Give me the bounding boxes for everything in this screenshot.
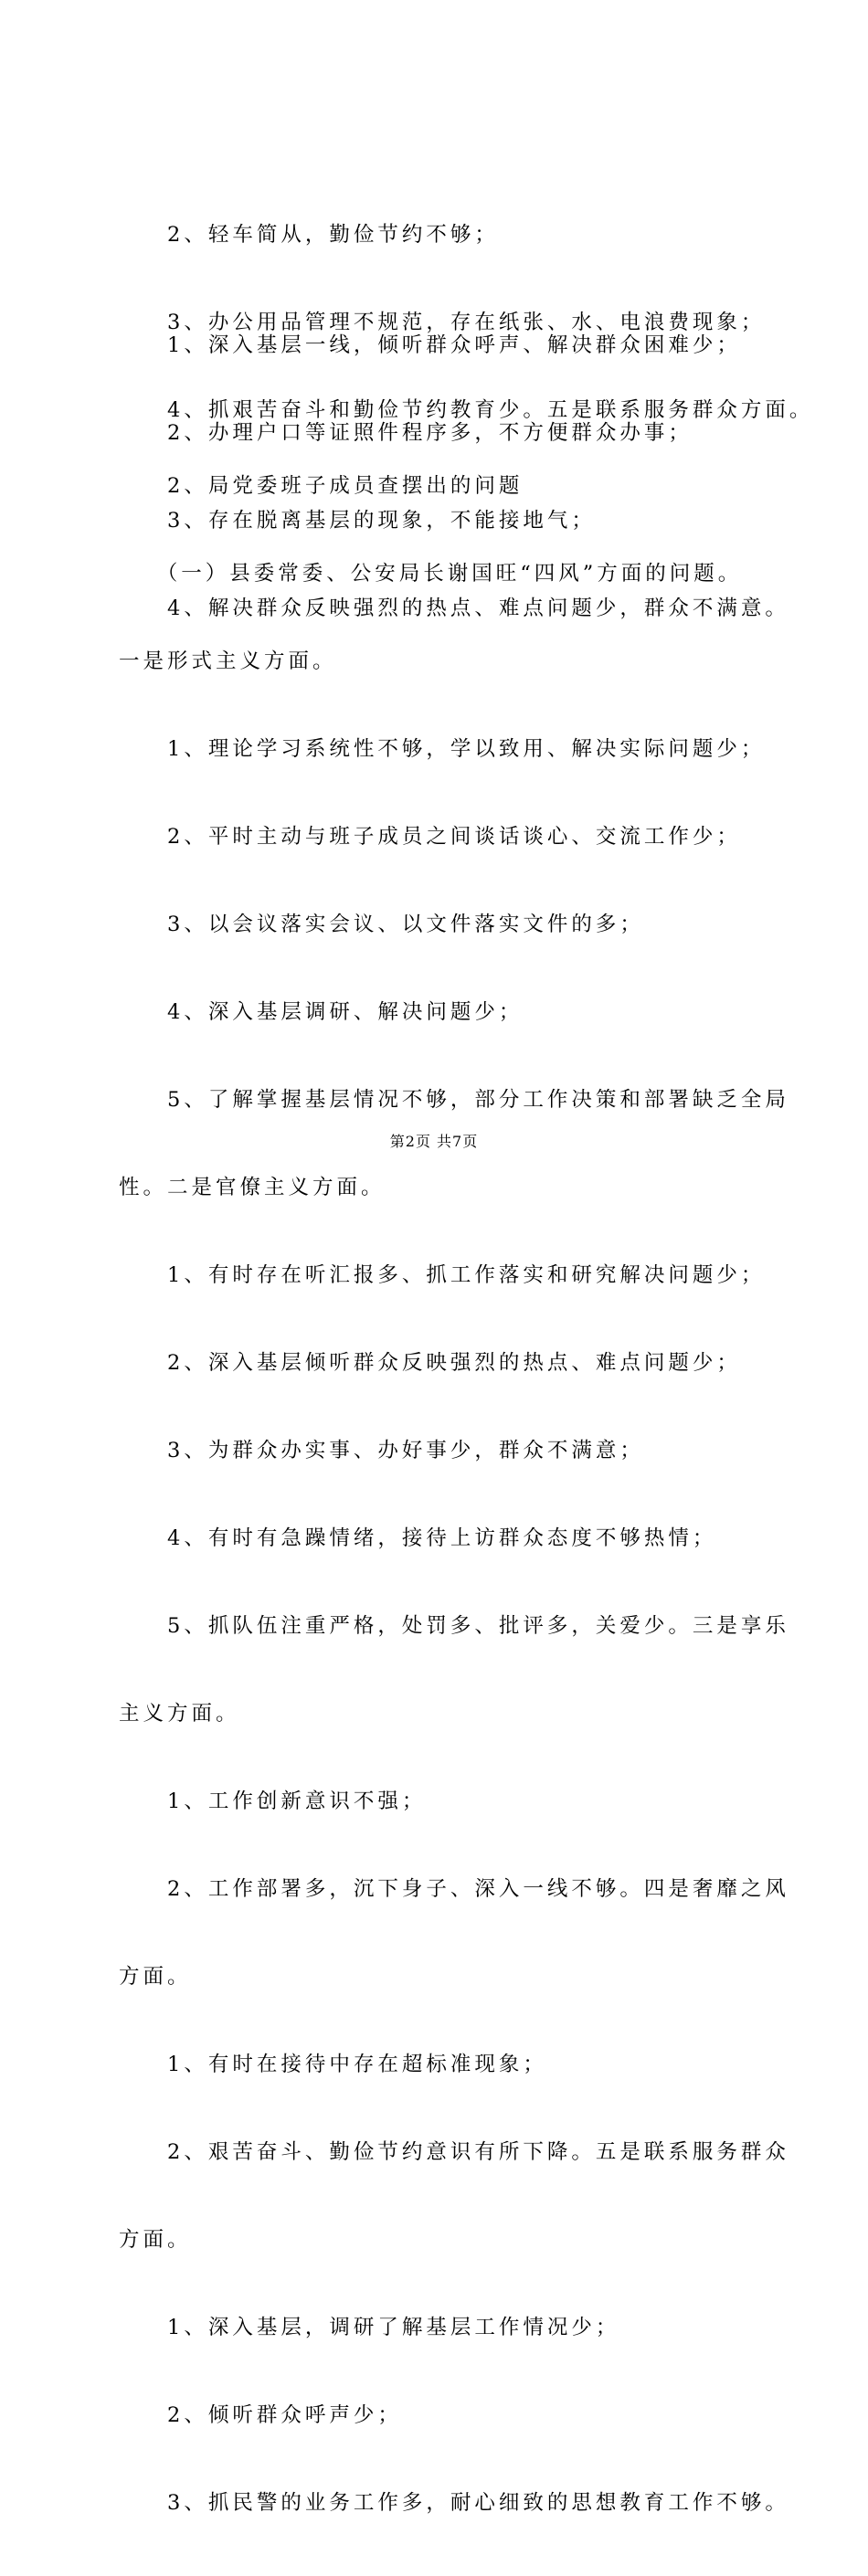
- text-line: 2、局党委班子成员查摆出的问题: [119, 474, 524, 498]
- text-line: 3、存在脱离基层的现象，不能接地气；: [119, 509, 596, 533]
- text-line: 1、深入基层，调研了解基层工作情况少；: [119, 2316, 620, 2339]
- text-line: 4、有时有急躁情绪，接待上访群众态度不够热情；: [119, 1526, 717, 1550]
- text-line: 方面。: [119, 2228, 192, 2252]
- text-line: （一）县委常委、公安局长谢国旺“四风”方面的问题。: [119, 562, 743, 586]
- text-line: 主义方面。: [119, 1702, 240, 1726]
- text-line: 1、工作创新意识不强；: [119, 1789, 427, 1813]
- text-line: 4、解决群众反映强烈的热点、难点问题少，群众不满意。: [119, 596, 789, 620]
- text-line: 性。二是官僚主义方面。: [119, 1176, 386, 1199]
- text-line: 3、抓民警的业务工作多，耐心细致的思想教育工作不够。: [119, 2491, 789, 2515]
- text-line: 5、了解掌握基层情况不够，部分工作决策和部署缺乏全局: [119, 1088, 789, 1112]
- text-line: 1、深入基层一线，倾听群众呼声、解决群众困难少；: [119, 333, 741, 357]
- text-section-3: [119, 413, 789, 2576]
- text-line: 2、办理户口等证照件程序多，不方便群众办事；: [119, 421, 693, 445]
- text-line: 4、深入基层调研、解决问题少；: [119, 1000, 524, 1024]
- text-line: 3、以会议落实会议、以文件落实文件的多；: [119, 913, 644, 936]
- text-line: 2、深入基层倾听群众反映强烈的热点、难点问题少；: [119, 1351, 741, 1375]
- text-line: 1、有时在接待中存在超标准现象；: [119, 2053, 547, 2076]
- text-line: 2、工作部署多，沉下身子、深入一线不够。四是奢靡之风: [119, 1877, 789, 1901]
- text-line: 3、办公用品管理不规范，存在纸张、水、电浪费现象；: [119, 311, 766, 334]
- text-line: 2、倾听群众呼声少；: [119, 2403, 402, 2427]
- text-line: 1、有时存在听汇报多、抓工作落实和研究解决问题少；: [119, 1263, 766, 1287]
- text-line: 2、艰苦奋斗、勤俭节约意识有所下降。五是联系服务群众: [119, 2140, 789, 2164]
- text-line: 5、抓队伍注重严格，处罚多、批评多，关爱少。三是享乐: [119, 1614, 789, 1638]
- text-line: 1、理论学习系统性不够，学以致用、解决实际问题少；: [119, 737, 766, 761]
- text-line: 方面。: [119, 1965, 192, 1989]
- text-line: 2、轻车简从，勤俭节约不够；: [119, 223, 499, 247]
- text-line: 4、抓艰苦奋斗和勤俭节约教育少。五是联系服务群众方面。: [119, 398, 814, 422]
- text-line: 2、平时主动与班子成员之间谈话谈心、交流工作少；: [119, 825, 741, 849]
- text-line: 一是形式主义方面。: [119, 649, 337, 673]
- page-number-footer: 第2页 共7页: [389, 1133, 479, 1150]
- text-line: 3、为群众办实事、办好事少，群众不满意；: [119, 1439, 644, 1462]
